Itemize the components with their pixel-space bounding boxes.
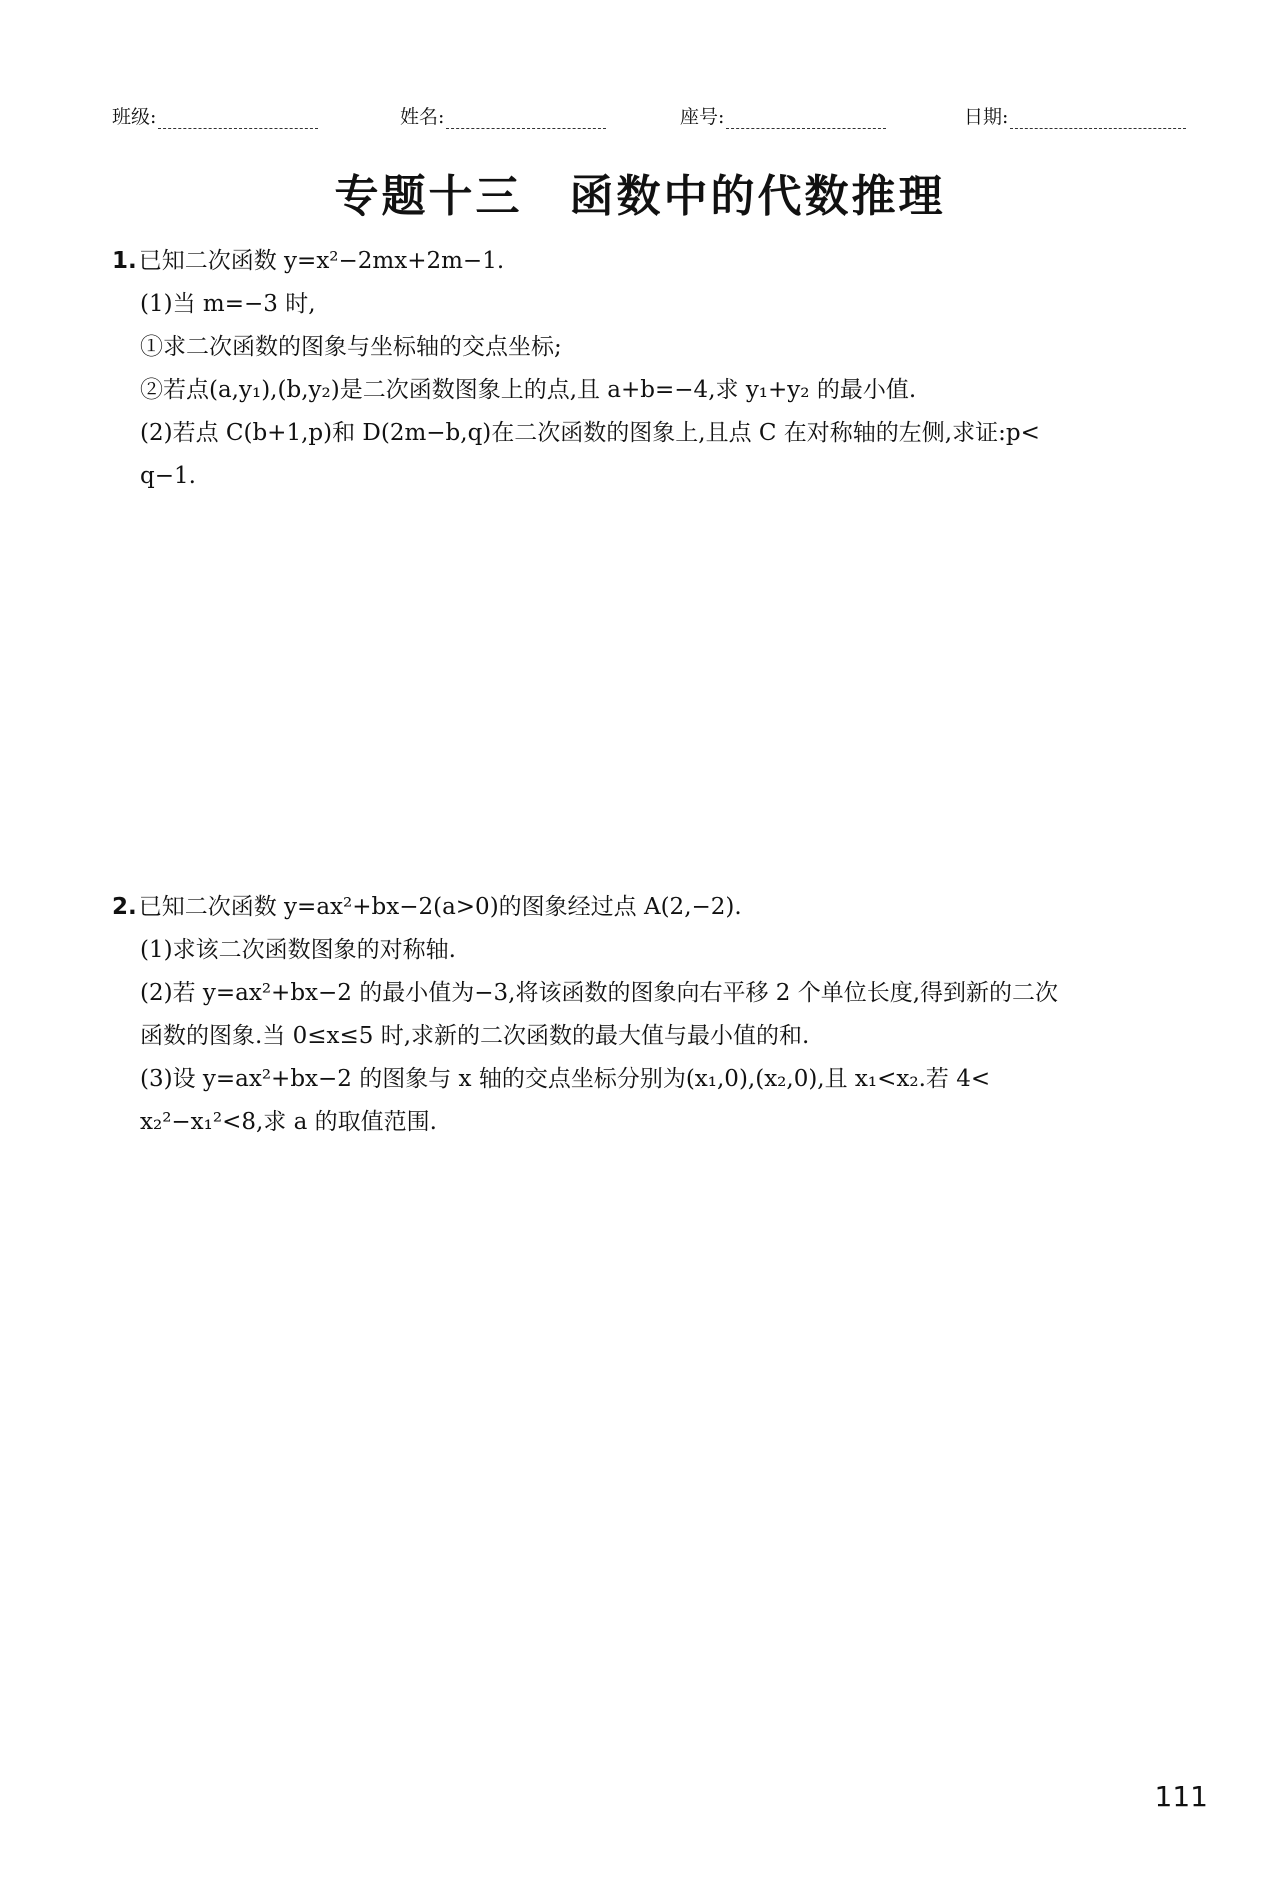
- class-label: 班级:: [112, 106, 157, 128]
- class-field[interactable]: [112, 102, 318, 129]
- problem-2-line-2: (1)求该二次函数图象的对称轴.: [140, 937, 456, 963]
- problem-2-line-5: (3)设 y=ax²+bx−2 的图象与 x 轴的交点坐标分别为(x₁,0),(x₂,0),且 x₁<x₂.若 4<: [140, 1066, 991, 1092]
- name-field[interactable]: [400, 102, 606, 129]
- problem-1-line-2: (1)当 m=−3 时,: [140, 291, 316, 317]
- problem-1-line-4: ②若点(a,y₁),(b,y₂)是二次函数图象上的点,且 a+b=−4,求 y₁+y₂ 的最小值.: [140, 377, 917, 403]
- date-field[interactable]: [964, 102, 1186, 129]
- problem-1-stem: [112, 240, 1202, 283]
- seat-field[interactable]: [680, 102, 886, 129]
- problem-2-line-3: (2)若 y=ax²+bx−2 的最小值为−3,将该函数的图象向右平移 2 个单位长度,得到新的二次: [140, 980, 1059, 1006]
- problem-number: 2.: [112, 894, 137, 920]
- page-number: 111: [1154, 1780, 1208, 1813]
- page-title: 专题十三 函数中的代数推理: [334, 171, 946, 222]
- seat-blank-line[interactable]: [726, 110, 886, 129]
- problem-1-line-1: 已知二次函数 y=x²−2mx+2m−1.: [138, 248, 505, 274]
- problem-2: [112, 886, 1202, 1144]
- problem-2-line-1: 已知二次函数 y=ax²+bx−2(a>0)的图象经过点 A(2,−2).: [138, 894, 742, 920]
- problem-2-line-6: x₂²−x₁²<8,求 a 的取值范围.: [140, 1109, 437, 1135]
- problem-2-line-4: 函数的图象.当 0≤x≤5 时,求新的二次函数的最大值与最小值的和.: [140, 1023, 810, 1049]
- name-label: 姓名:: [400, 106, 445, 128]
- date-label: 日期:: [964, 106, 1009, 128]
- class-blank-line[interactable]: [158, 110, 318, 129]
- seat-label: 座号:: [680, 106, 725, 128]
- problem-1-line-3: ①求二次函数的图象与坐标轴的交点坐标;: [140, 334, 562, 360]
- problem-2-stem: [112, 886, 1202, 929]
- problem-1: [112, 240, 1202, 498]
- name-blank-line[interactable]: [446, 110, 606, 129]
- problem-number: 1.: [112, 248, 137, 274]
- problem-1-line-5: (2)若点 C(b+1,p)和 D(2m−b,q)在二次函数的图象上,且点 C 在对称轴的左侧,求证:p<: [140, 420, 1040, 446]
- header-fields: [112, 102, 1192, 132]
- date-blank-line[interactable]: [1010, 110, 1186, 129]
- problem-1-line-6: q−1.: [140, 463, 196, 489]
